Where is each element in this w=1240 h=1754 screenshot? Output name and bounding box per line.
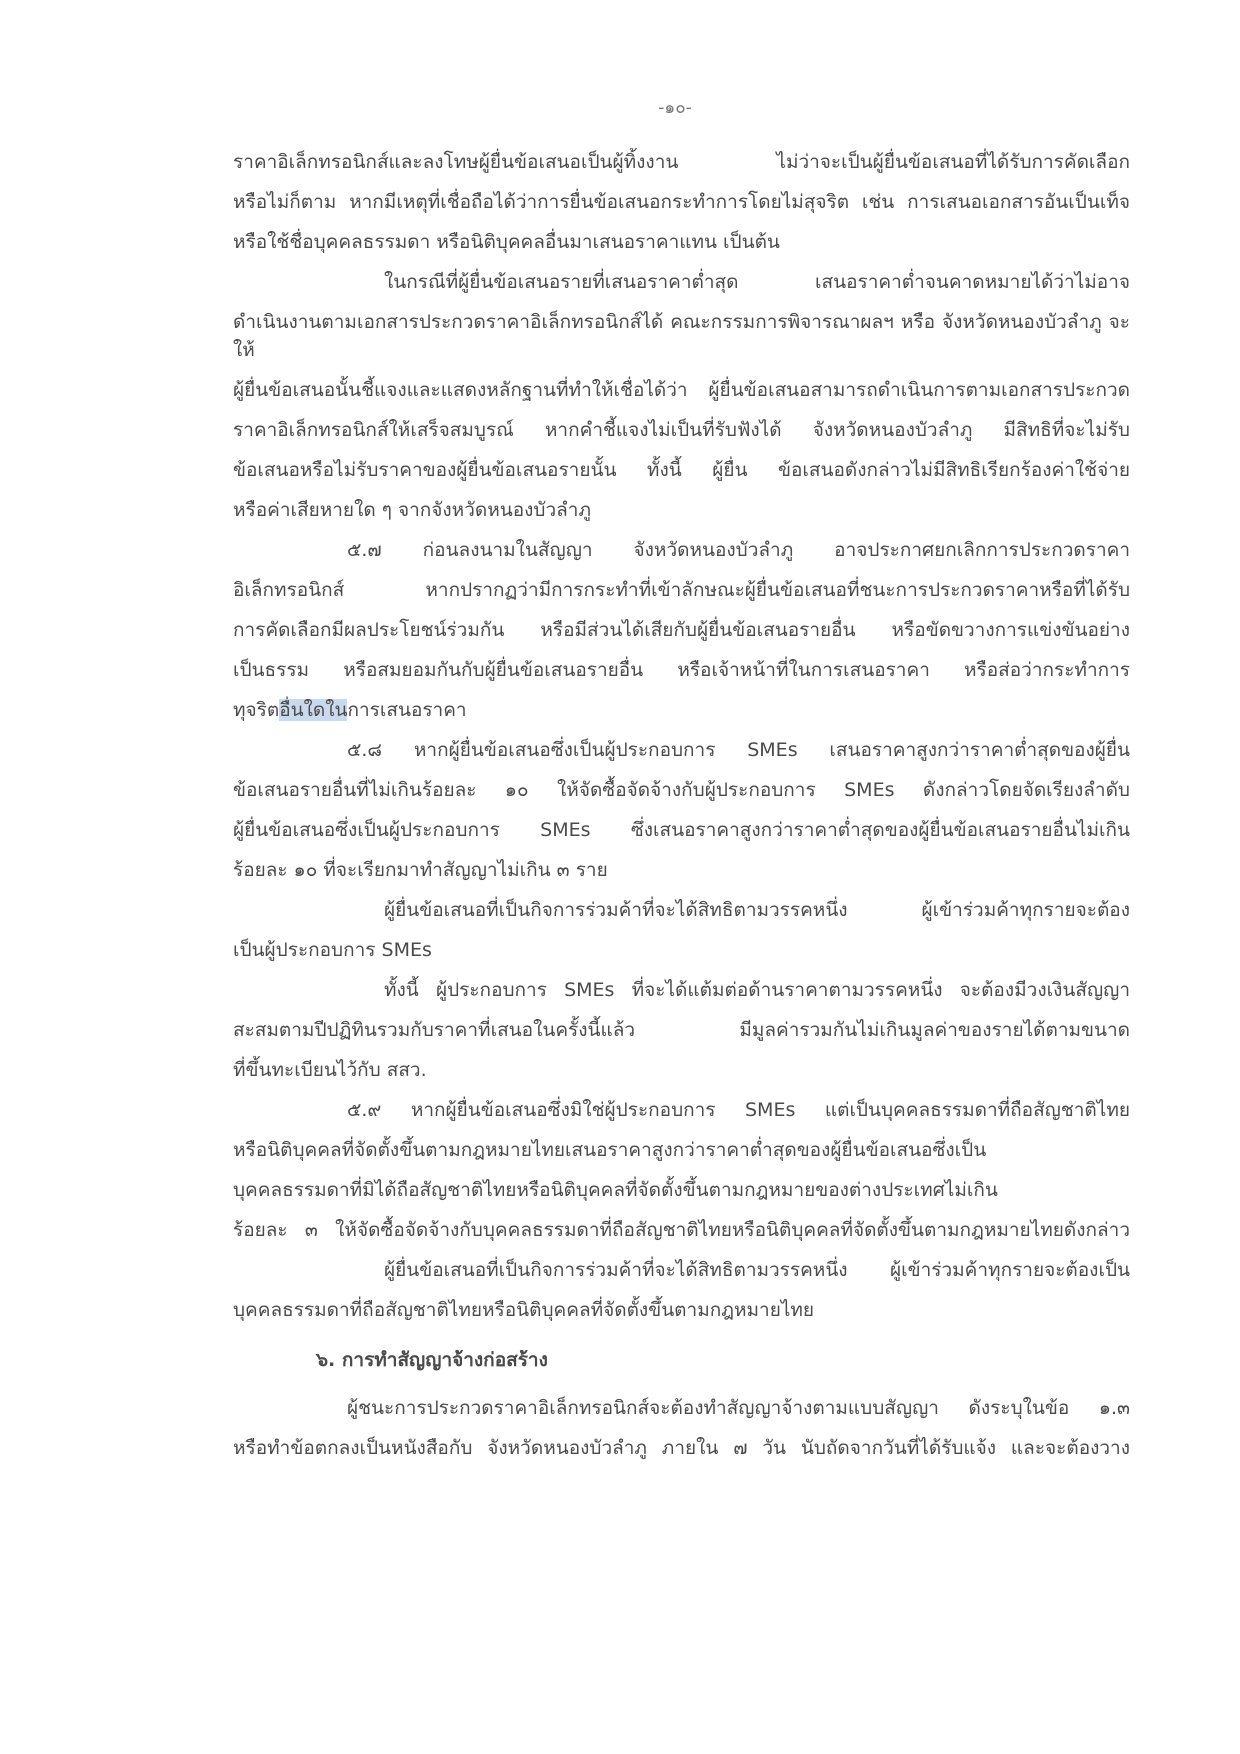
body-line: หรือไม่ก็ตาม หากมีเหตุที่เชื่อถือได้ว่าการยื่นข้อเสนอกระทำการโดยไม่สุจริต เช่น การเสนอเอกสารอันเป็นเท็จ (233, 191, 1130, 213)
body-line: ร้อยละ ๑๐ ที่จะเรียกมาทำสัญญาไม่เกิน ๓ ราย (233, 859, 608, 881)
body-line: ดำเนินงานตามเอกสารประกวดราคาอิเล็กทรอนิกส์ได้ คณะกรรมการพิจารณาผลฯ หรือ จังหวัดหนองบัวลำภู จะให้ (233, 311, 1130, 361)
body-line: บุคคลธรรมดาที่ถือสัญชาติไทยหรือนิติบุคคลที่จัดตั้งขึ้นตามกฎหมายไทย (233, 1299, 815, 1321)
body-line (233, 696, 1130, 724)
document-body (233, 148, 1130, 1474)
body-line: ข้อเสนอหรือไม่รับราคาของผู้ยื่นข้อเสนอรายนั้น ทั้งนี้ ผู้ยื่น ข้อเสนอดังกล่าวไม่มีสิทธิเรียกร้องค่าใช้จ่าย (233, 459, 1130, 481)
section-heading: ๖. การทำสัญญาจ้างก่อสร้าง (316, 1349, 548, 1371)
body-line: ในกรณีที่ผู้ยื่นข้อเสนอรายที่เสนอราคาต่ำสุด เสนอราคาต่ำจนคาดหมายได้ว่าไม่อาจ (384, 271, 1130, 293)
body-line: เป็นผู้ประกอบการ SMEs (233, 939, 432, 961)
text: ทุจริต (233, 699, 280, 721)
page-number: -๑๐- (658, 98, 692, 118)
body-line: หรือทำข้อตกลงเป็นหนังสือกับ จังหวัดหนองบัวลำภู ภายใน ๗ วัน นับถัดจากวันที่ได้รับแจ้ง และจะต้องวาง (233, 1437, 1130, 1459)
clause-5-8: ๕.๘ หากผู้ยื่นข้อเสนอซึ่งเป็นผู้ประกอบการ SMEs เสนอราคาสูงกว่าราคาต่ำสุดของผู้ยื่น (347, 739, 1130, 761)
body-line: ราคาอิเล็กทรอนิกส์และลงโทษผู้ยื่นข้อเสนอเป็นผู้ทิ้งงาน ไม่ว่าจะเป็นผู้ยื่นข้อเสนอที่ได้รับการคัดเลือก (233, 151, 1130, 173)
body-line: ผู้ชนะการประกวดราคาอิเล็กทรอนิกส์จะต้องทำสัญญาจ้างตามแบบสัญญา ดังระบุในข้อ ๑.๓ (347, 1397, 1130, 1419)
body-line: ผู้ยื่นข้อเสนอที่เป็นกิจการร่วมค้าที่จะได้สิทธิตามวรรคหนึ่ง ผู้เข้าร่วมค้าทุกรายจะต้อง (384, 899, 1130, 921)
highlighted-text: อื่นใดใน (279, 699, 348, 721)
body-line: ข้อเสนอรายอื่นที่ไม่เกินร้อยละ ๑๐ ให้จัดซื้อจัดจ้างกับผู้ประกอบการ SMEs ดังกล่าวโดยจัดเรียงลำดับ (233, 779, 1130, 801)
clause-5-9: ๕.๙ หากผู้ยื่นข้อเสนอซึ่งมิใช่ผู้ประกอบการ SMEs แต่เป็นบุคคลธรรมดาที่ถือสัญชาติไทย (347, 1099, 1130, 1121)
body-line: ทั้งนี้ ผู้ประกอบการ SMEs ที่จะได้แต้มต่อด้านราคาตามวรรคหนึ่ง จะต้องมีวงเงินสัญญา (384, 979, 1130, 1001)
body-line: สะสมตามปีปฏิทินรวมกับราคาที่เสนอในครั้งนี้แล้ว มีมูลค่ารวมกันไม่เกินมูลค่าของรายได้ตามขนาด (233, 1019, 1130, 1041)
clause-5-7: ๕.๗ ก่อนลงนามในสัญญา จังหวัดหนองบัวลำภู อาจประกาศยกเลิกการประกวดราคา (347, 539, 1130, 561)
body-line: อิเล็กทรอนิกส์ หากปรากฏว่ามีการกระทำที่เข้าลักษณะผู้ยื่นข้อเสนอที่ชนะการประกวดราคาหรือที่ได้รับ (233, 579, 1130, 601)
body-line: ร้อยละ ๓ ให้จัดซื้อจัดจ้างกับบุคคลธรรมดาที่ถือสัญชาติไทยหรือนิติบุคคลที่จัดตั้งขึ้นตามกฎหมายไทยดังกล่าว (233, 1219, 1130, 1241)
body-line: หรือนิติบุคคลที่จัดตั้งขึ้นตามกฎหมายไทยเสนอราคาสูงกว่าราคาต่ำสุดของผู้ยื่นข้อเสนอซึ่งเป็น (233, 1139, 987, 1161)
body-line: หรือใช้ชื่อบุคคลธรรมดา หรือนิติบุคคลอื่นมาเสนอราคาแทน เป็นต้น (233, 231, 780, 253)
body-line: การคัดเลือกมีผลประโยชน์ร่วมกัน หรือมีส่วนได้เสียกับผู้ยื่นข้อเสนอรายอื่น หรือขัดขวางการแข่งขันอย่าง (233, 619, 1130, 641)
body-line: เป็นธรรม หรือสมยอมกันกับผู้ยื่นข้อเสนอรายอื่น หรือเจ้าหน้าที่ในการเสนอราคา หรือส่อว่ากระทำการ (233, 659, 1130, 681)
body-line: หรือค่าเสียหายใด ๆ จากจังหวัดหนองบัวลำภู (233, 499, 591, 521)
body-line: ผู้ยื่นข้อเสนอที่เป็นกิจการร่วมค้าที่จะได้สิทธิตามวรรคหนึ่ง ผู้เข้าร่วมค้าทุกรายจะต้องเป็น (384, 1259, 1130, 1281)
body-line: ที่ขึ้นทะเบียนไว้กับ สสว. (233, 1059, 427, 1081)
body-line: บุคคลธรรมดาที่มิได้ถือสัญชาติไทยหรือนิติบุคคลที่จัดตั้งขึ้นตามกฎหมายของต่างประเทศไม่เกิน (233, 1179, 998, 1201)
text: การเสนอราคา (347, 699, 467, 721)
body-line: ราคาอิเล็กทรอนิกส์ให้เสร็จสมบูรณ์ หากคำชี้แจงไม่เป็นที่รับฟังได้ จังหวัดหนองบัวลำภู มีสิทธิที่จะไม่รับ (233, 419, 1130, 441)
body-line: ผู้ยื่นข้อเสนอซึ่งเป็นผู้ประกอบการ SMEs ซึ่งเสนอราคาสูงกว่าราคาต่ำสุดของผู้ยื่นข้อเสนอรายอื่นไม่เกิน (233, 819, 1130, 841)
body-line: ผู้ยื่นข้อเสนอนั้นชี้แจงและแสดงหลักฐานที่ทำให้เชื่อได้ว่า ผู้ยื่นข้อเสนอสามารถดำเนินการตามเอกสารประกวด (233, 379, 1130, 401)
